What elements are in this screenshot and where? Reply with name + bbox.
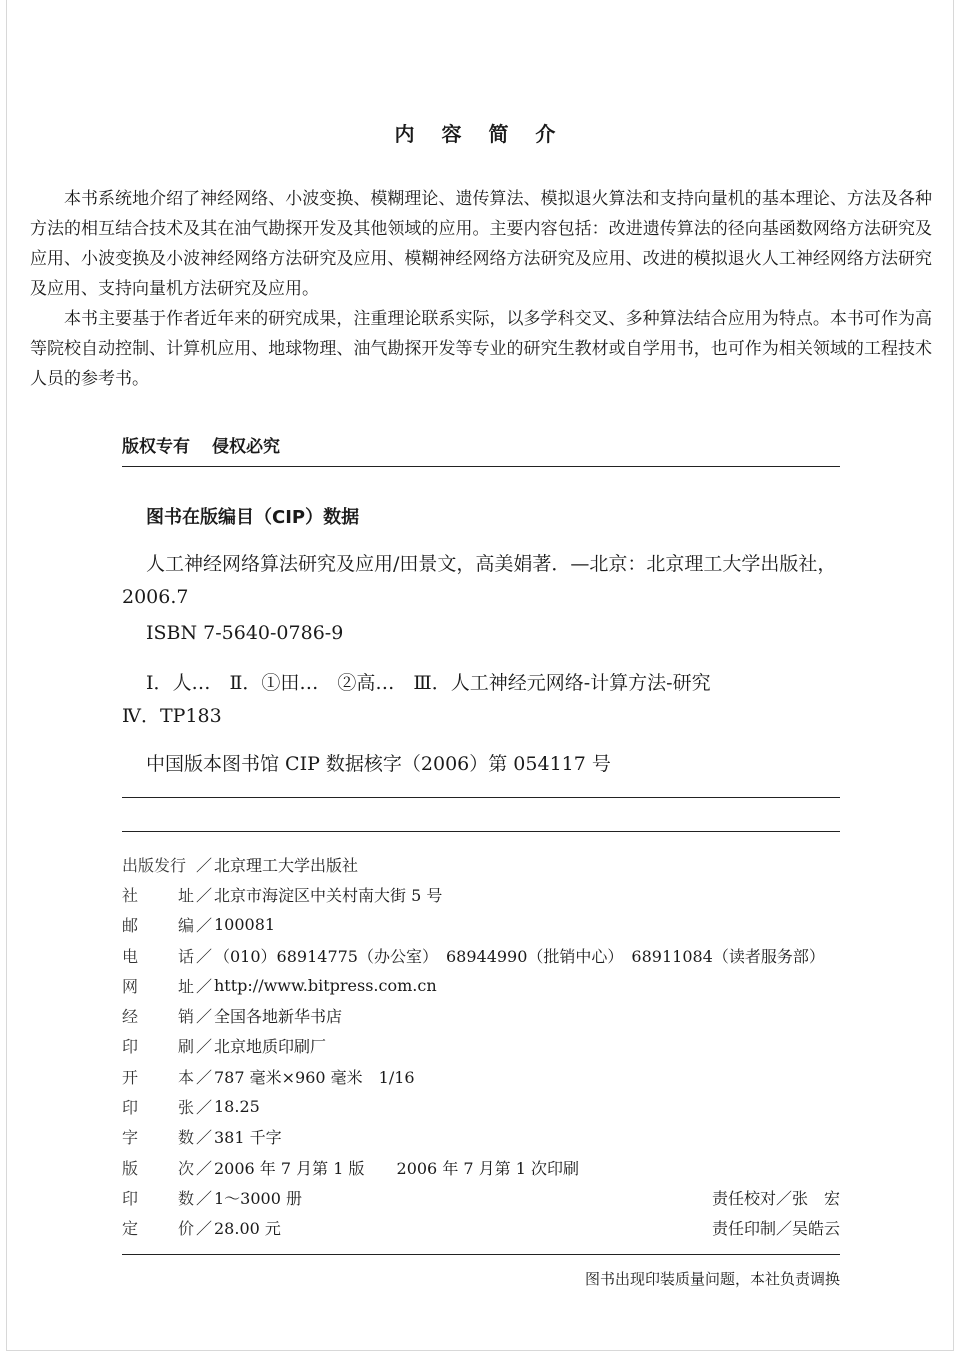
- pub-value: 28.00 元: [214, 1219, 281, 1239]
- pub-value: 2006 年 7 月第 1 版 2006 年 7 月第 1 次印刷: [214, 1158, 580, 1178]
- copyright-infringement: 侵权必究: [212, 437, 280, 457]
- divider: [122, 1254, 840, 1255]
- copyright-reserved: 版权专有: [122, 437, 190, 457]
- cip-classification-1: Ⅰ．人… Ⅱ．①田… ②高… Ⅲ．人工神经元网络-计算方法-研究: [146, 672, 711, 694]
- pub-row: 电 话 ／ （010）68914775（办公室） 68944990（批销中心） 68911084（读者服务部）: [122, 940, 840, 970]
- pub-key: 邮 编: [122, 916, 194, 936]
- pub-key: 版 次: [122, 1158, 194, 1178]
- cip-entry-text: 人工神经网络算法研究及应用/田景文，高美娟著．—北京：北京理工大学出版社，2006.7: [122, 553, 837, 608]
- pub-key: 印 刷: [122, 1037, 194, 1057]
- pub-key: 经 销: [122, 1007, 194, 1027]
- pub-value: 北京理工大学出版社: [214, 855, 359, 875]
- pub-key: 开 本: [122, 1067, 194, 1087]
- pub-value: （010）68914775（办公室） 68944990（批销中心） 68911084（读者服务部）: [214, 946, 825, 966]
- pub-row: 网 址 ／ http://www.bitpress.com.cn: [122, 975, 437, 996]
- pub-row: 版 次 ／ 2006 年 7 月第 1 版 2006 年 7 月第 1 次印刷: [122, 1152, 840, 1182]
- cip-entry: [122, 548, 840, 614]
- intro-body: [30, 184, 932, 394]
- pub-row: 定 价 ／ 28.00 元 责任印制／吴皓云: [122, 1213, 840, 1243]
- divider: [122, 831, 840, 832]
- pub-key: 网 址: [122, 976, 194, 996]
- pub-key: 出版发行: [122, 855, 187, 875]
- pub-value: 787 毫米×960 毫米 1/16: [214, 1067, 415, 1087]
- pub-row: 印 刷 ／ 北京地质印刷厂: [122, 1031, 840, 1061]
- pub-value: 100081: [214, 915, 276, 935]
- quality-notice: 图书出现印装质量问题，本社负责调换: [584, 1270, 840, 1288]
- pub-value: 北京市海淀区中关村南大街 5 号: [214, 885, 443, 905]
- pub-key: 电 话: [122, 946, 194, 966]
- pub-value: 381 千字: [214, 1128, 282, 1148]
- cip-isbn-block: [122, 617, 840, 650]
- pub-row: 经 销 ／ 全国各地新华书店: [122, 1000, 840, 1030]
- pub-value: 1～3000 册: [214, 1188, 302, 1208]
- divider: [122, 466, 840, 467]
- intro-paragraph: 本书主要基于作者近年来的研究成果，注重理论联系实际，以多学科交叉、多种算法结合应用为特点。本书可作为高等院校自动控制、计算机应用、地球物理、油气勘探开发等专业的研究生教材或自学用书，也可作为相关领域的工程技术人员的参考书。: [30, 309, 932, 389]
- cip-record: 中国版本图书馆 CIP 数据核字（2006）第 054117 号: [146, 753, 611, 775]
- pub-key: 字 数: [122, 1128, 194, 1148]
- publication-info: [122, 849, 840, 1243]
- pub-row: 印 数 ／ 1～3000 册 责任校对／张 宏: [122, 1182, 840, 1212]
- pub-row: 社 址 ／ 北京市海淀区中关村南大街 5 号: [122, 879, 840, 909]
- divider: [122, 797, 840, 798]
- cip-record-block: [122, 748, 840, 781]
- pub-row: 字 数 ／ 381 千字: [122, 1122, 840, 1152]
- pub-row: 出版发行 ／ 北京理工大学出版社: [122, 849, 840, 879]
- print-manager: 责任印制／吴皓云: [711, 1219, 840, 1239]
- cip-isbn: ISBN 7-5640-0786-9: [146, 622, 344, 644]
- proofreader: 责任校对／张 宏: [711, 1188, 840, 1208]
- cip-title: 图书在版编目（CIP）数据: [146, 507, 360, 528]
- copyright-notice: [122, 432, 280, 457]
- pub-key: 印 数: [122, 1188, 194, 1208]
- cip-classification: [122, 667, 840, 733]
- pub-value: 18.25: [214, 1097, 260, 1117]
- cip-classification-2: Ⅳ．TP183: [122, 705, 222, 727]
- pub-value: 全国各地新华书店: [214, 1007, 343, 1027]
- intro-paragraph: 本书系统地介绍了神经网络、小波变换、模糊理论、遗传算法、模拟退火算法和支持向量机的基本理论、方法及各种方法的相互结合技术及其在油气勘探开发及其他领域的应用。主要内容包括：改进遗传算法的径向基函数网络方法研究及应用、小波变换及小波神经网络方法研究及应用、模糊神经网络方法研究及应用、改进的模拟退火人工神经网络方法研究及应用、支持向量机方法研究及应用。: [30, 189, 932, 299]
- pub-value: 北京地质印刷厂: [214, 1037, 327, 1057]
- pub-value: http://www.bitpress.com.cn: [214, 975, 437, 995]
- pub-key: 印 张: [122, 1098, 194, 1118]
- pub-row: 印 张 ／ 18.25: [122, 1097, 260, 1118]
- pub-key: 社 址: [122, 885, 194, 905]
- pub-row: 开 本 ／ 787 毫米×960 毫米 1/16: [122, 1061, 840, 1091]
- pub-key: 定 价: [122, 1219, 194, 1239]
- pub-row: 邮 编 ／ 100081: [122, 915, 276, 936]
- intro-title: 内 容 简 介: [394, 122, 566, 146]
